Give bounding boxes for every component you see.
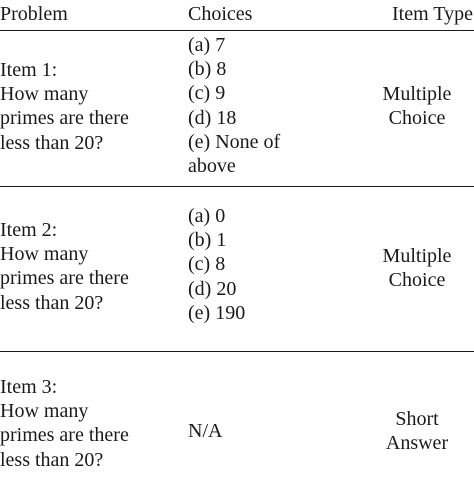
choice-line: (d) 20 — [188, 277, 237, 300]
problem-line: primes are there — [0, 107, 129, 130]
problem-cell — [0, 58, 180, 155]
item-type-line: Choice — [388, 107, 446, 130]
choice-line: (e) 190 — [188, 301, 246, 324]
choice-line: (a) 0 — [188, 205, 226, 227]
problem-line: How many — [0, 400, 89, 423]
table-header — [0, 0, 474, 31]
item-type-cell — [362, 407, 472, 455]
choice-line: (c) 9 — [188, 82, 226, 105]
choices-cell — [188, 33, 368, 178]
problem-cell — [0, 375, 180, 472]
item-type-line: Short — [395, 408, 439, 430]
choices-cell — [188, 419, 368, 443]
choice-line: (d) 18 — [188, 106, 237, 129]
problem-line: less than 20? — [0, 448, 104, 471]
item-type-line: Answer — [385, 432, 449, 455]
choice-line: (e) None of — [188, 130, 281, 153]
table-row — [0, 31, 474, 187]
problem-cell — [0, 218, 180, 315]
choice-line: (b) 1 — [188, 229, 227, 252]
item-type-line: Multiple — [382, 83, 452, 105]
problem-line: Item 3: — [0, 376, 58, 398]
choice-line: above — [188, 155, 236, 178]
problem-line: less than 20? — [0, 291, 104, 314]
problem-line: Item 2: — [0, 219, 58, 241]
choices-cell — [188, 204, 368, 325]
item-type-line: Multiple — [382, 245, 452, 267]
choice-line: N/A — [188, 420, 223, 442]
item-type-line: Choice — [388, 269, 446, 292]
problem-line: Item 1: — [0, 59, 58, 81]
item-type-cell — [362, 244, 472, 292]
header-choices: Choices — [188, 3, 253, 25]
problem-line: primes are there — [0, 267, 129, 290]
table-row — [0, 187, 474, 352]
choice-line: (b) 8 — [188, 58, 227, 81]
problem-line: primes are there — [0, 424, 129, 447]
problem-line: How many — [0, 243, 89, 266]
problem-line: How many — [0, 83, 89, 106]
table-row — [0, 352, 474, 484]
choice-line: (a) 7 — [188, 34, 226, 56]
header-item-type: Item Type — [392, 3, 473, 25]
choice-line: (c) 8 — [188, 253, 226, 276]
header-problem: Problem — [0, 3, 68, 25]
item-type-cell — [362, 82, 472, 130]
problem-line: less than 20? — [0, 131, 104, 154]
